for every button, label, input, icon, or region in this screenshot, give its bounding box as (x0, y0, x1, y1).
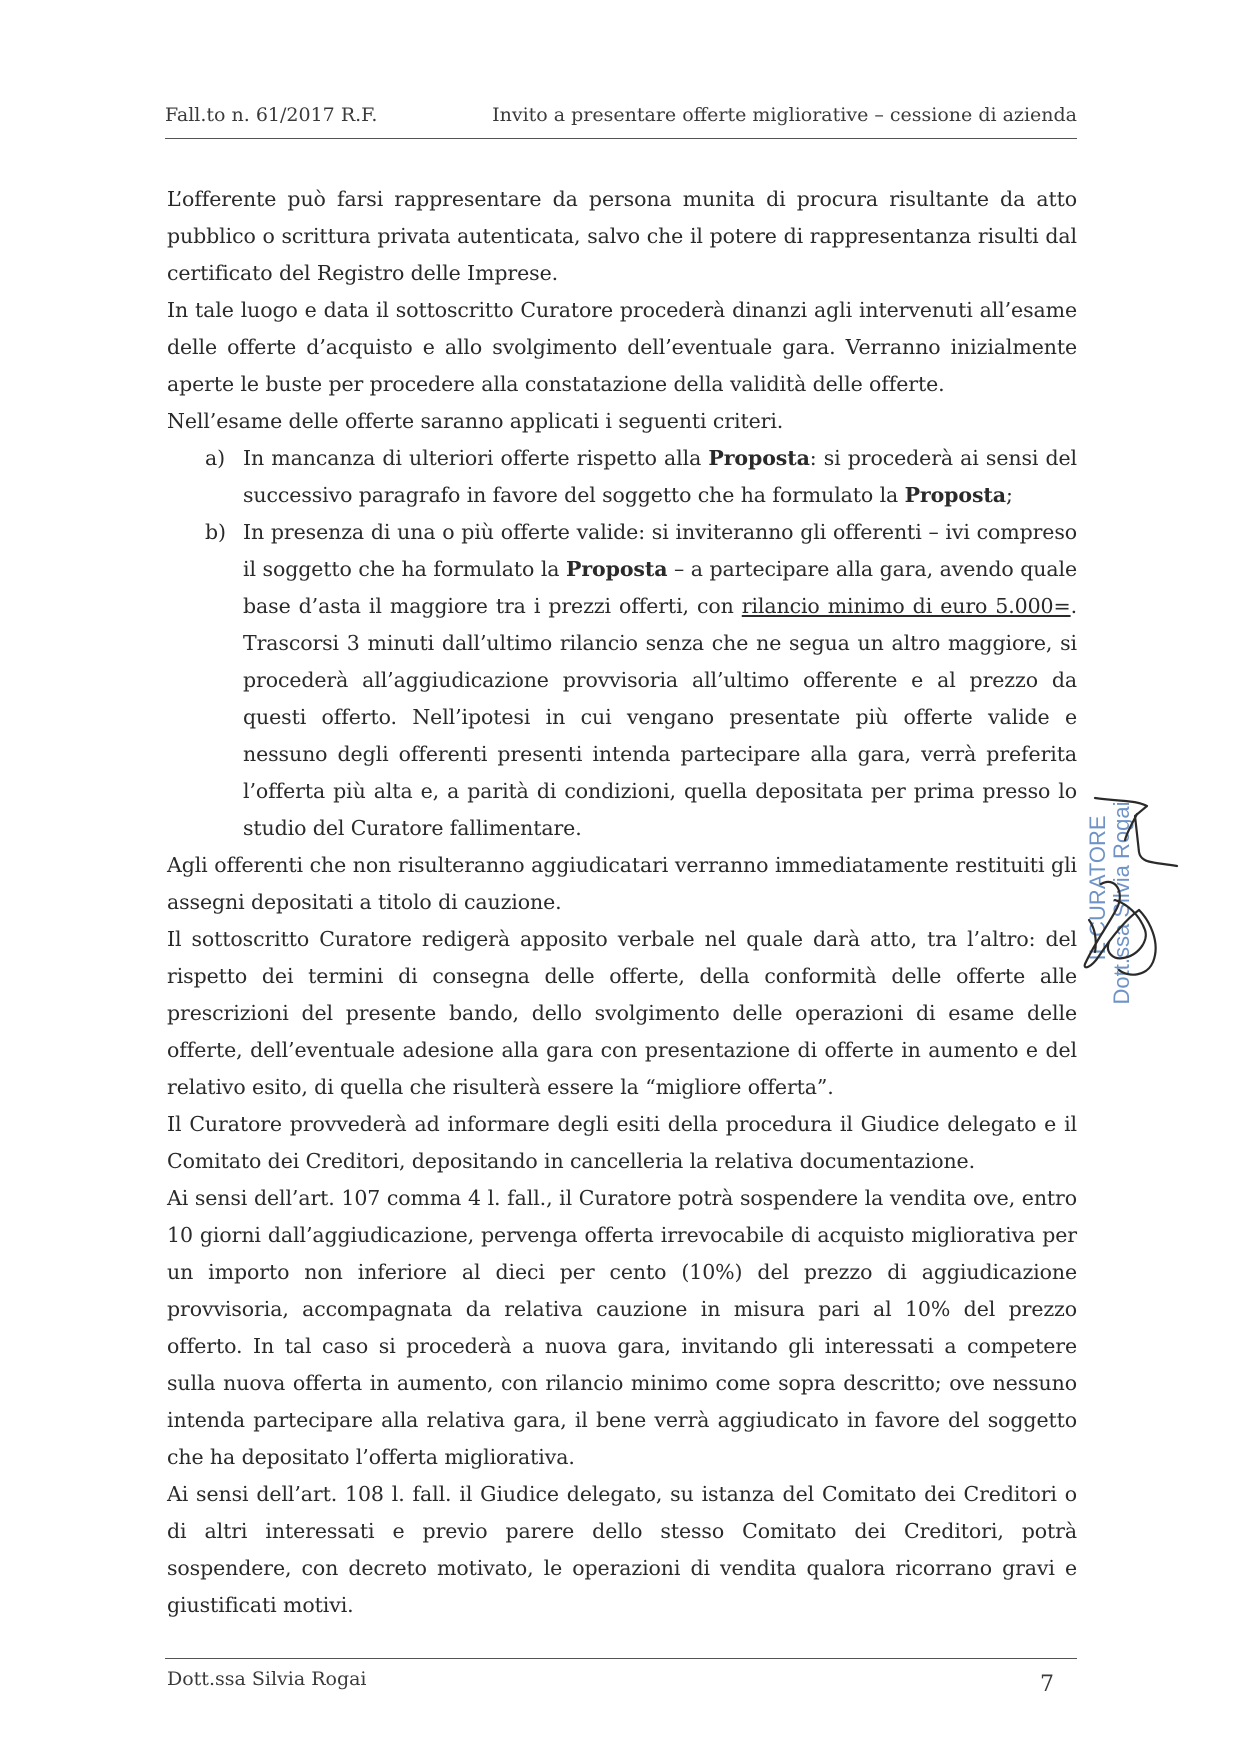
paragraph-representation: L’offerente può farsi rappresentare da persona munita di procura risultante da atto pubblico o scrittura privata autenticata, salvo che il potere di rappresentanza risulti dal certificato del Registro delle Imprese. (167, 187, 1077, 285)
list-text: ; (1005, 483, 1013, 507)
paragraph-art-108: Ai sensi dell’art. 108 l. fall. il Giudice delegato, su istanza del Comitato dei Creditori o di altri interessati e previo parere dello stesso Comitato dei Creditori, potrà sospendere, con decreto motivato, le operazioni di vendita qualora ricorrano gravi e giustificati motivi. (167, 1482, 1077, 1617)
page-header (165, 104, 1077, 136)
list-text: In mancanza di ulteriori offerte rispetto alla (243, 446, 709, 470)
list-marker: a) (205, 446, 226, 470)
paragraph-information: Il Curatore provvederà ad informare degli esiti della procedura il Giudice delegato e il Comitato dei Creditori, depositando in cancelleria la relativa documentazione. (167, 1112, 1077, 1173)
list-text: . Trascorsi 3 minuti dall’ultimo rilancio senza che ne segua un altro maggiore, si procederà all’aggiudicazione provvisoria all’ultimo offerente e al prezzo da questi offerto. Nell’ipotesi in cui vengano presentate più offerte valide e nessuno degli offerenti presenti intenda partecipare alla gara, verrà preferita l’offerta più alta e, a parità di condizioni, quella depositata per prima presso lo studio del Curatore fallimentare. (243, 594, 1077, 840)
footer-author: Dott.ssa Silvia Rogai (167, 1668, 367, 1690)
signature-icon (1065, 792, 1190, 1012)
paragraph-art-107: Ai sensi dell’art. 107 comma 4 l. fall., il Curatore potrà sospendere la vendita ove, entro 10 giorni dall’aggiudicazione, pervenga offerta irrevocabile di acquisto migliorativa per un importo non inferiore al dieci per cento (10%) del prezzo di aggiudicazione provvisoria, accompagnata da relativa cauzione in misura pari al 10% del prezzo offerto. In tal caso si procederà a nuova gara, invitando gli interessati a competere sulla nuova offerta in aumento, con rilancio minimo come sopra descritto; ove nessuno intenda partecipare alla relativa gara, il bene verrà aggiudicato in favore del soggetto che ha depositato l’offerta migliorativa. (167, 1186, 1077, 1469)
bold-term: Proposta (566, 557, 668, 581)
list-text: : si procederà ai sensi del successivo paragrafo in favore del soggetto che ha formulato la (243, 446, 1077, 507)
stamp-name: Dott.ssa Silvia Rogai (1109, 801, 1134, 1004)
footer-rule (165, 1658, 1077, 1659)
underlined-term: rilancio minimo di euro 5.000= (741, 594, 1071, 618)
stamp-title: IL CURATORE (1085, 814, 1110, 960)
list-item-a (167, 440, 1077, 514)
list-text: In presenza di una o più offerte valide: si inviteranno gli offerenti – ivi compreso il soggetto che ha formulato la (243, 520, 1077, 581)
header-case-number: Fall.to n. 61/2017 R.F. (165, 104, 378, 126)
page-number: 7 (1040, 1672, 1054, 1697)
paragraph-minutes: Il sottoscritto Curatore redigerà apposito verbale nel quale darà atto, tra l’altro: del rispetto dei termini di consegna delle offerte, della conformità delle offerte alle prescrizioni del presente bando, dello svolgimento delle operazioni di esame delle offerte, dell’eventuale adesione alla gara con presentazione di offerte in aumento e del relativo esito, di quella che risulterà essere la “migliore offerta”. (167, 927, 1077, 1099)
bold-term: Proposta (708, 446, 810, 470)
header-document-title: Invito a presentare offerte migliorative – cessione di azienda (492, 104, 1077, 126)
paragraph-criteria-intro: Nell’esame delle offerte saranno applicati i seguenti criteri. (167, 409, 784, 433)
bold-term: Proposta (904, 483, 1006, 507)
list-text: – a partecipare alla gara, avendo quale base d’asta il maggiore tra i prezzi offerti, con (243, 557, 1077, 618)
paragraph-refund: Agli offerenti che non risulteranno aggiudicatari verranno immediatamente restituiti gli assegni depositati a titolo di cauzione. (167, 853, 1077, 914)
list-marker: b) (205, 520, 226, 544)
list-item-b (167, 514, 1077, 847)
paragraph-examination: In tale luogo e data il sottoscritto Curatore procederà dinanzi agli intervenuti all’esame delle offerte d’acquisto e allo svolgimento dell’eventuale gara. Verranno inizialmente aperte le buste per procedere alla constatazione della validità delle offerte. (167, 298, 1077, 396)
header-rule (165, 138, 1077, 139)
document-body (167, 181, 1077, 1624)
